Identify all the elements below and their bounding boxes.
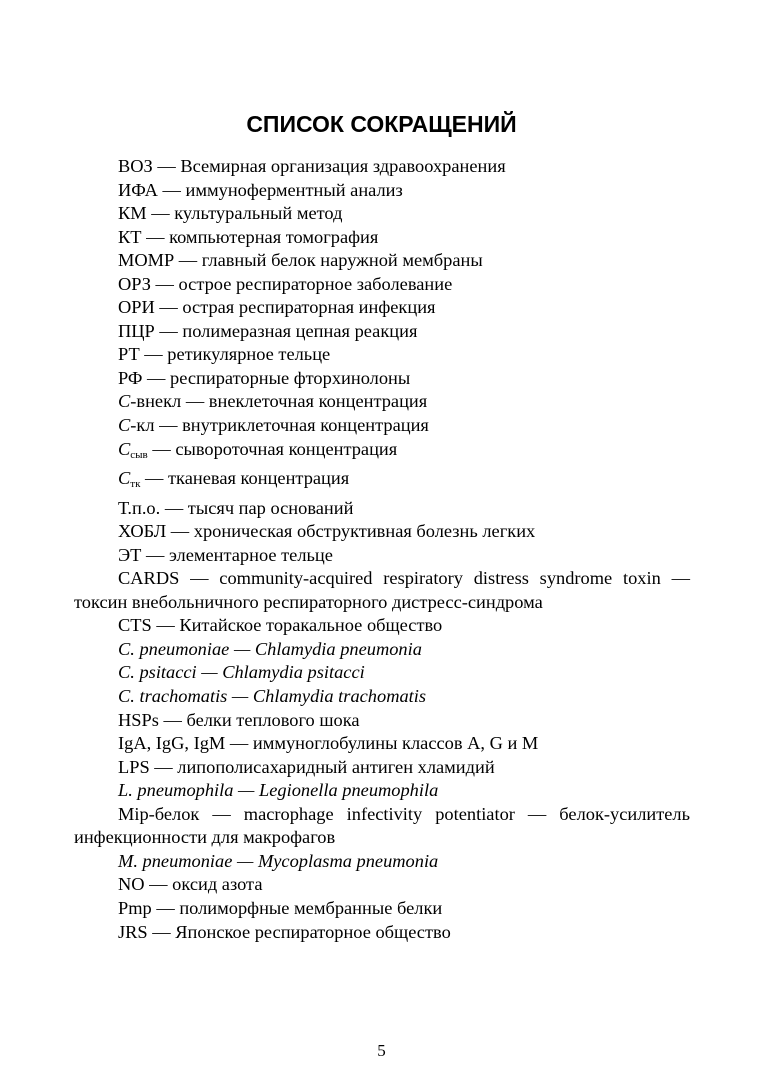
abbreviation-entry: C. psitacci — Chlamydia psitacci	[118, 662, 365, 683]
abbreviation-term-suffix: -кл	[130, 415, 155, 436]
abbreviation-term: C	[118, 438, 131, 459]
abbreviation-entry	[74, 390, 690, 414]
abbreviation-term-suffix: -внекл	[130, 391, 182, 412]
abbreviation-entry: ОРИ — острая респираторная инфекция	[118, 297, 436, 318]
abbreviation-entry	[74, 467, 690, 497]
abbreviation-entry: IgA, IgG, IgM — иммуноглобулины классов А, G и М	[118, 733, 539, 754]
abbreviation-entry: КМ — культуральный метод	[118, 203, 343, 224]
abbreviation-entry: МОМР — главный белок наружной мембраны	[118, 250, 483, 271]
abbreviation-definition: — сывороточная концентрация	[147, 438, 398, 459]
abbreviation-entry: Mip-белок — macrophage infectivity potentiator — белок-усилитель инфекционности для макрофагов	[74, 803, 690, 848]
abbreviation-entry: L. pneumophila — Legionella pneumophila	[118, 780, 439, 801]
abbreviation-term: C	[118, 468, 131, 489]
abbreviation-term-subscript: тк	[130, 478, 141, 491]
abbreviation-entry: РФ — респираторные фторхинолоны	[118, 367, 411, 388]
abbreviation-entry: NO — оксид азота	[118, 874, 263, 895]
abbreviation-entry: Pmp — полиморфные мембранные белки	[118, 897, 443, 918]
abbreviation-entry: ХОБЛ — хроническая обструктивная болезнь легких	[118, 521, 536, 542]
abbreviation-entry: РТ — ретикулярное тельце	[118, 344, 331, 365]
abbreviation-term: C	[118, 415, 131, 436]
abbreviation-entry: HSPs — белки теплового шока	[118, 709, 360, 730]
abbreviation-term: C	[118, 391, 131, 412]
abbreviation-entry: КТ — компьютерная томография	[118, 226, 379, 247]
abbreviation-entry: ОРЗ — острое респираторное заболевание	[118, 273, 453, 294]
abbreviation-entry: Т.п.о. — тысяч пар оснований	[118, 497, 354, 518]
abbreviation-list	[74, 155, 690, 944]
abbreviation-entry: C. trachomatis — Chlamydia trachomatis	[118, 686, 427, 707]
page-number: 5	[377, 1041, 386, 1060]
abbreviation-definition: — внутриклеточная концентрация	[154, 415, 429, 436]
abbreviation-entry: ПЦР — полимеразная цепная реакция	[118, 320, 418, 341]
abbreviation-entry	[74, 438, 690, 468]
abbreviation-entry: ЭТ — элементарное тельце	[118, 544, 333, 565]
abbreviation-entry: C. pneumoniae — Chlamydia pneumonia	[118, 638, 422, 659]
abbreviation-entry: CARDS — community-acquired respiratory distress syndrome toxin — токсин внебольничного респираторного дистресс-синдрома	[74, 568, 690, 612]
abbreviation-entry: M. pneumoniae — Mycoplasma pneumonia	[118, 850, 439, 871]
abbreviation-term-subscript: сыв	[130, 448, 148, 461]
abbreviation-entry	[74, 414, 690, 438]
abbreviation-entry: ИФА — иммуноферментный анализ	[118, 179, 403, 200]
abbreviation-entry: LPS — липополисахаридный антиген хламидий	[118, 756, 495, 777]
abbreviation-entry: JRS — Японское респираторное общество	[118, 921, 451, 942]
abbreviation-definition: — тканевая концентрация	[140, 468, 350, 489]
abbreviation-entry: CTS — Китайское торакальное общество	[118, 615, 443, 636]
abbreviation-definition: — внеклеточная концентрация	[181, 391, 428, 412]
abbreviation-entry: ВОЗ — Всемирная организация здравоохранения	[118, 156, 506, 176]
page-title: СПИСОК СОКРАЩЕНИЙ	[246, 111, 517, 137]
